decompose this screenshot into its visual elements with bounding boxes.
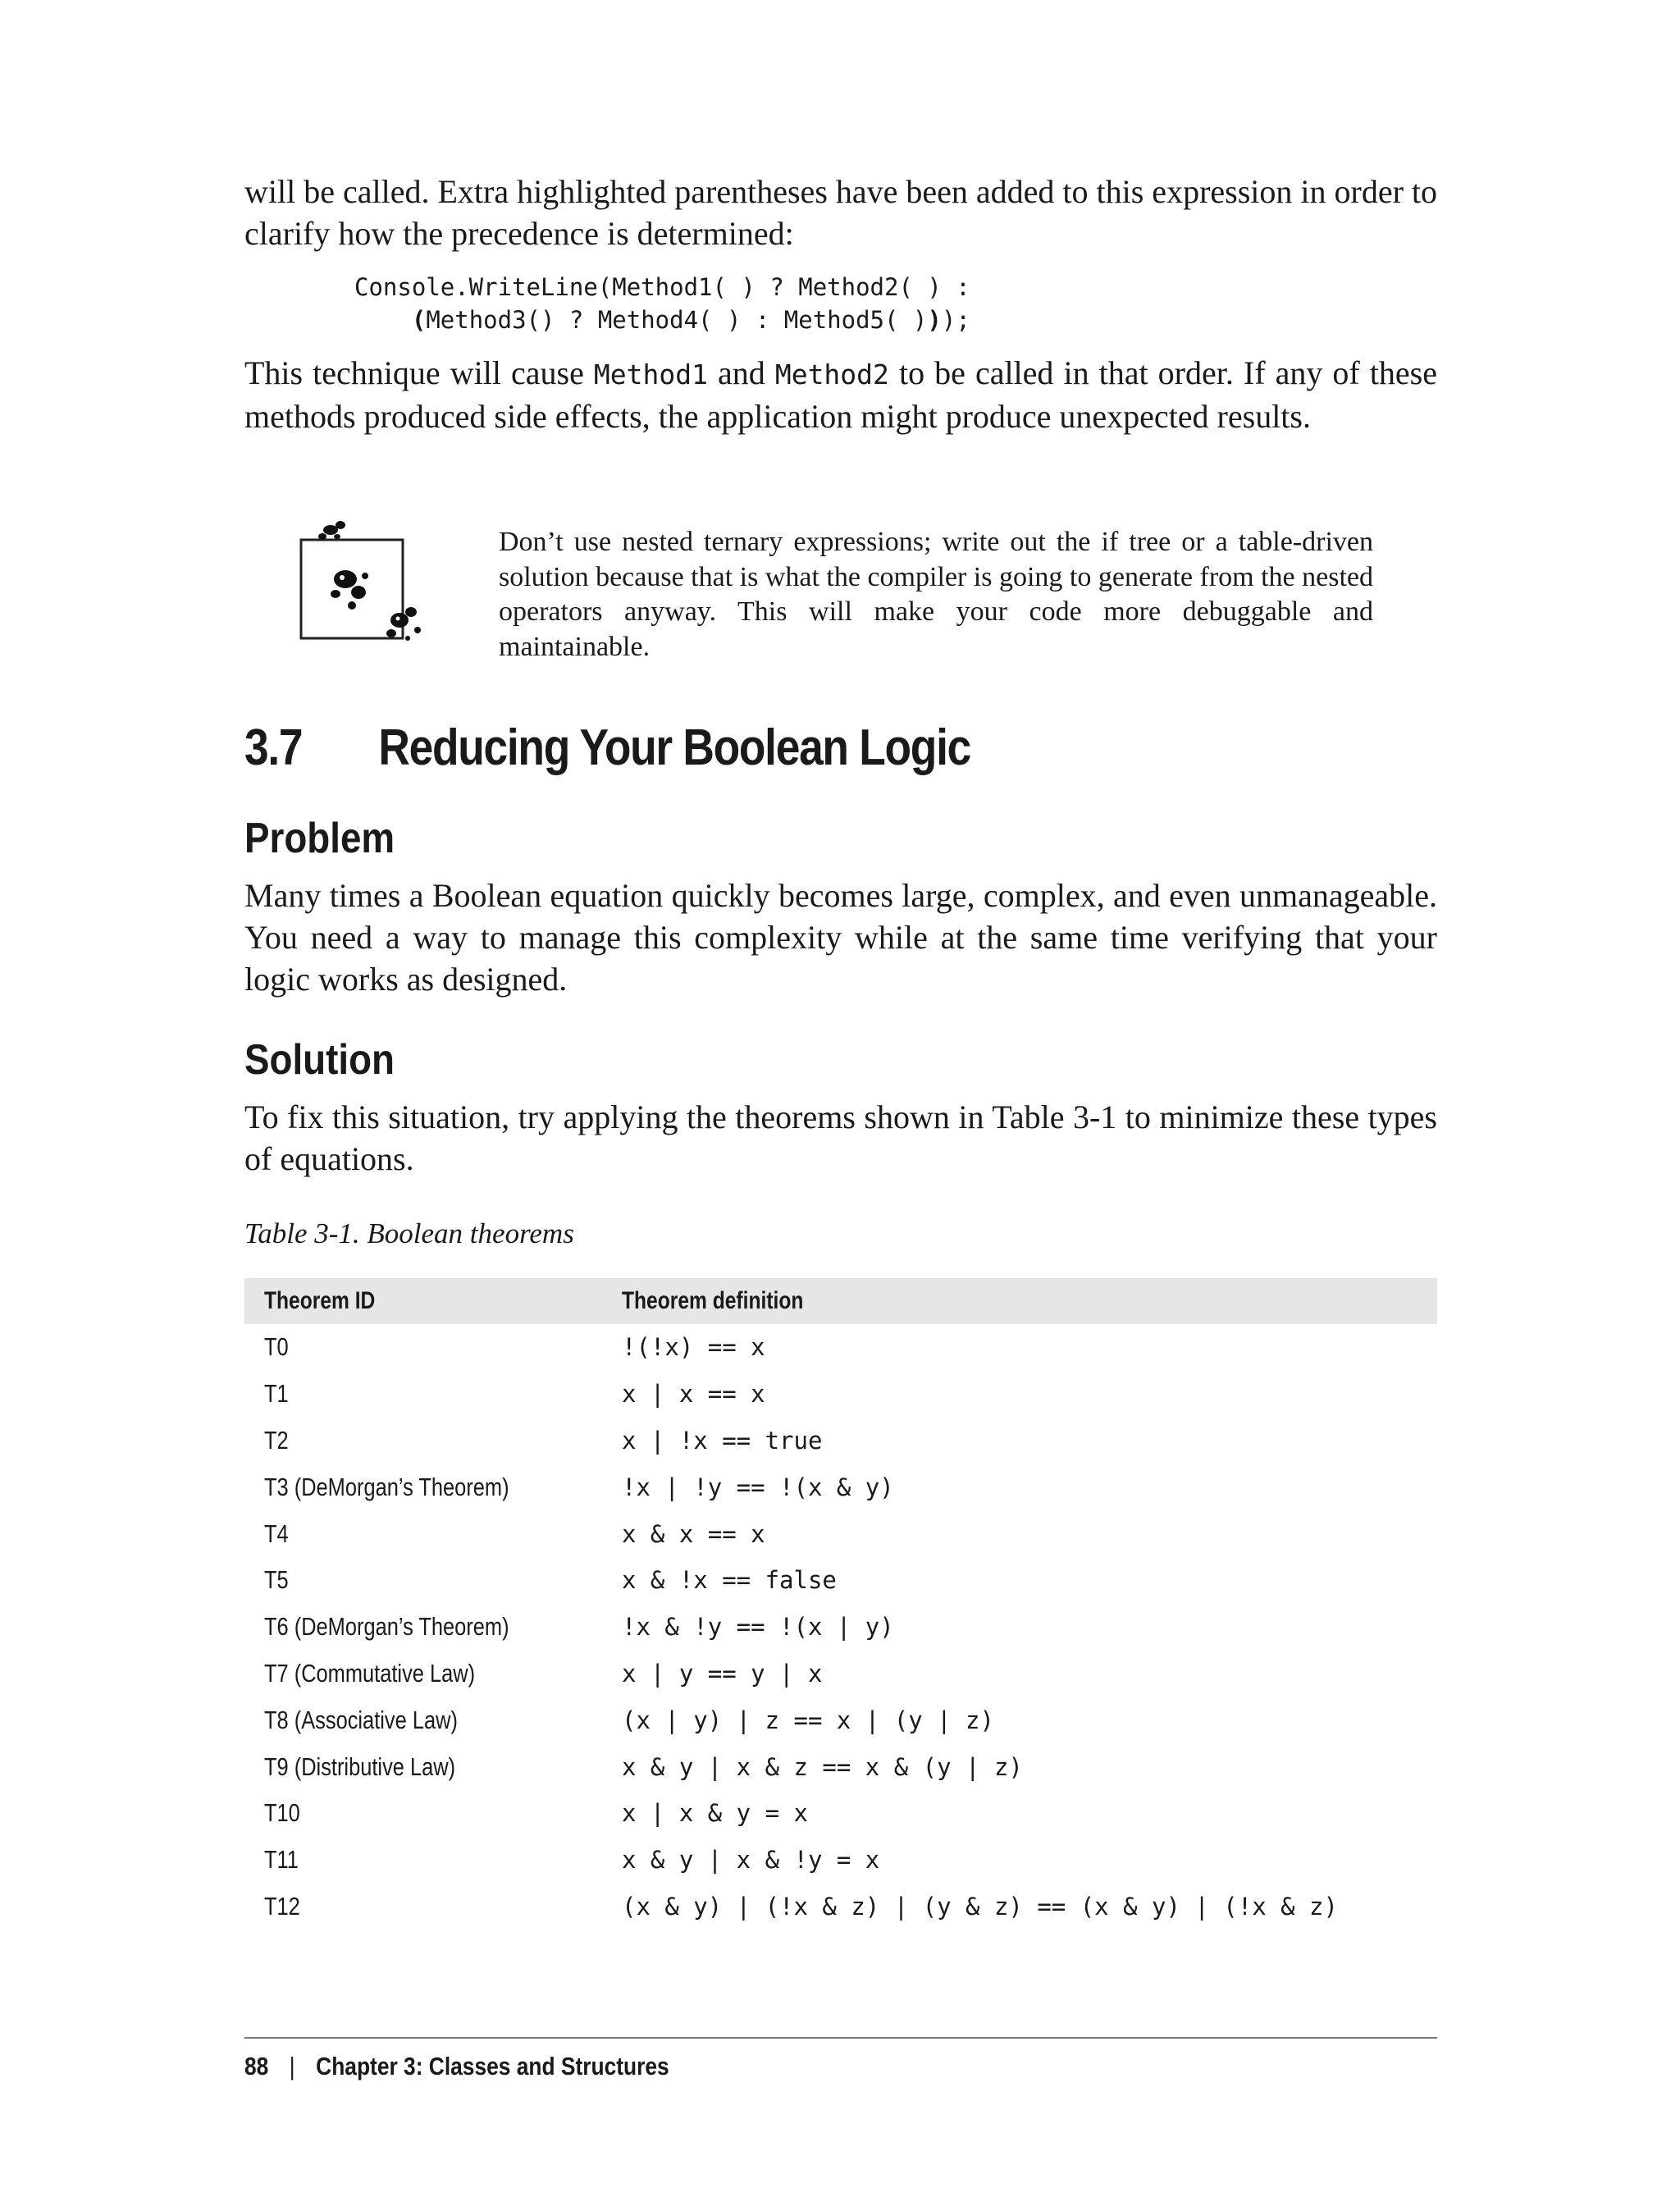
theorem-id-cell <box>244 1743 602 1790</box>
code-line-2-end: ); <box>941 306 970 334</box>
theorem-id: T6 (DeMorgan’s Theorem) <box>264 1612 509 1642</box>
code-indent <box>354 306 412 334</box>
theorem-id-cell <box>244 1697 602 1743</box>
theorem-id: T8 (Associative Law) <box>264 1705 458 1734</box>
theorem-id-cell <box>244 1790 602 1837</box>
section-number: 3.7 <box>244 719 303 776</box>
theorems-table <box>244 1278 1437 1930</box>
intro-paragraph: will be called. Extra highlighted parentheses have been added to this expression in order to clarify how the precedence is determined: <box>244 173 1438 252</box>
highlighted-paren-close: ) <box>927 306 942 334</box>
problem-text: Many times a Boolean equation quickly becomes large, complex, and even unmanageable. You need a way to manage this complexity while at the same time verifying that your logic works as designed. <box>244 877 1437 998</box>
theorem-id-cell <box>244 1371 602 1418</box>
theorem-id: T3 (DeMorgan’s Theorem) <box>264 1472 509 1501</box>
theorem-id: T12 <box>264 1891 300 1921</box>
footer-separator: | <box>289 2052 295 2080</box>
theorem-definition: (x & y) | (!x & z) | (y & z) == (x & y) | (!x & z) <box>622 1892 1338 1921</box>
code-line-1: Console.WriteLine(Method1( ) ? Method2( ) : <box>354 273 970 301</box>
code-block <box>354 271 970 336</box>
theorem-id: T9 (Distributive Law) <box>264 1752 456 1781</box>
page-footer <box>244 2049 669 2084</box>
theorem-definition: x | x == x <box>622 1380 765 1409</box>
table-body <box>244 1324 1437 1930</box>
chapter-title: Chapter 3: Classes and Structures <box>316 2052 669 2080</box>
theorem-id-cell <box>244 1324 602 1371</box>
technique-text-a: This technique will cause <box>244 354 594 391</box>
theorem-id: T11 <box>264 1845 299 1875</box>
theorem-definition: (x | y) | z == x | (y | z) <box>622 1706 994 1734</box>
table-row <box>244 1884 1437 1930</box>
theorem-definition: x & y | x & z == x & (y | z) <box>622 1752 1023 1781</box>
table-header-row <box>244 1278 1437 1324</box>
theorem-id: T2 <box>264 1425 289 1455</box>
theorem-definition: x | y == y | x <box>622 1659 823 1688</box>
table-row <box>244 1510 1437 1557</box>
header-theorem-definition-label: Theorem definition <box>622 1287 804 1314</box>
theorem-id-cell <box>244 1510 602 1557</box>
header-theorem-id-label: Theorem ID <box>264 1287 376 1314</box>
section-title <box>244 715 970 781</box>
header-theorem-definition <box>602 1278 1437 1324</box>
table-row <box>244 1837 1437 1884</box>
theorem-id-cell <box>244 1464 602 1510</box>
theorem-definition: !x | !y == !(x & y) <box>622 1473 894 1501</box>
table-row <box>244 1371 1437 1418</box>
theorem-definition: !x & !y == !(x | y) <box>622 1613 894 1642</box>
page-number: 88 <box>244 2052 269 2080</box>
technique-text-b: and <box>707 354 775 391</box>
solution-heading: Solution <box>244 1036 395 1084</box>
theorem-id: T5 <box>264 1565 289 1595</box>
solution-text: To fix this situation, try applying the theorems shown in Table 3-1 to minimize these types of equations. <box>244 1098 1437 1177</box>
table-row <box>244 1790 1437 1837</box>
footer-rule <box>244 2037 1437 2039</box>
header-theorem-id <box>244 1278 602 1324</box>
theorem-definition: x | !x == true <box>622 1426 823 1455</box>
inline-code-method1: Method1 <box>593 359 708 391</box>
theorem-id: T4 <box>264 1519 289 1548</box>
theorem-id-cell <box>244 1651 602 1697</box>
highlighted-paren-open: ( <box>411 306 427 334</box>
code-line-2 <box>354 304 970 336</box>
table-row <box>244 1418 1437 1464</box>
table-row <box>244 1697 1437 1743</box>
theorem-id-cell <box>244 1884 602 1930</box>
table-row <box>244 1651 1437 1697</box>
tip-note <box>299 515 1374 663</box>
table-caption: Table 3-1. Boolean theorems <box>244 1217 574 1249</box>
table-row <box>244 1557 1437 1604</box>
inline-code-method2: Method2 <box>774 359 889 391</box>
table-row <box>244 1324 1437 1371</box>
section-title-text: Reducing Your Boolean Logic <box>378 719 970 776</box>
theorem-definition: x & y | x & !y = x <box>622 1846 880 1875</box>
table-row <box>244 1464 1437 1510</box>
technique-paragraph <box>244 352 1437 437</box>
theorem-definition: x & !x == false <box>622 1566 837 1595</box>
theorem-id-cell <box>244 1604 602 1651</box>
table-row <box>244 1604 1437 1651</box>
theorem-definition: !(!x) == x <box>622 1333 765 1362</box>
table-row <box>244 1743 1437 1790</box>
theorem-definition: x | x & y = x <box>622 1799 808 1828</box>
owl-tip-icon <box>299 515 431 663</box>
theorem-id-cell <box>244 1837 602 1884</box>
theorem-id: T7 (Commutative Law) <box>264 1658 476 1688</box>
code-line-2-middle: Method3() ? Method4( ) : Method5( ) <box>426 306 928 334</box>
theorem-id-cell <box>244 1418 602 1464</box>
technique-text-c: to be called in that order. If any of these methods produced side effects, the application might produce unexpected results. <box>244 354 1437 435</box>
theorem-id-cell <box>244 1557 602 1604</box>
theorem-definition: x & x == x <box>622 1519 765 1548</box>
tip-text: Don’t use nested ternary expressions; write out the if tree or a table-driven solution because that is what the compiler is going to generate from the nested operators anyway. This will make your code more debuggable and maintainable. <box>499 527 1373 662</box>
theorem-id: T10 <box>264 1798 300 1828</box>
theorem-id: T0 <box>264 1332 289 1362</box>
problem-heading: Problem <box>244 815 395 862</box>
theorem-id: T1 <box>264 1379 289 1409</box>
